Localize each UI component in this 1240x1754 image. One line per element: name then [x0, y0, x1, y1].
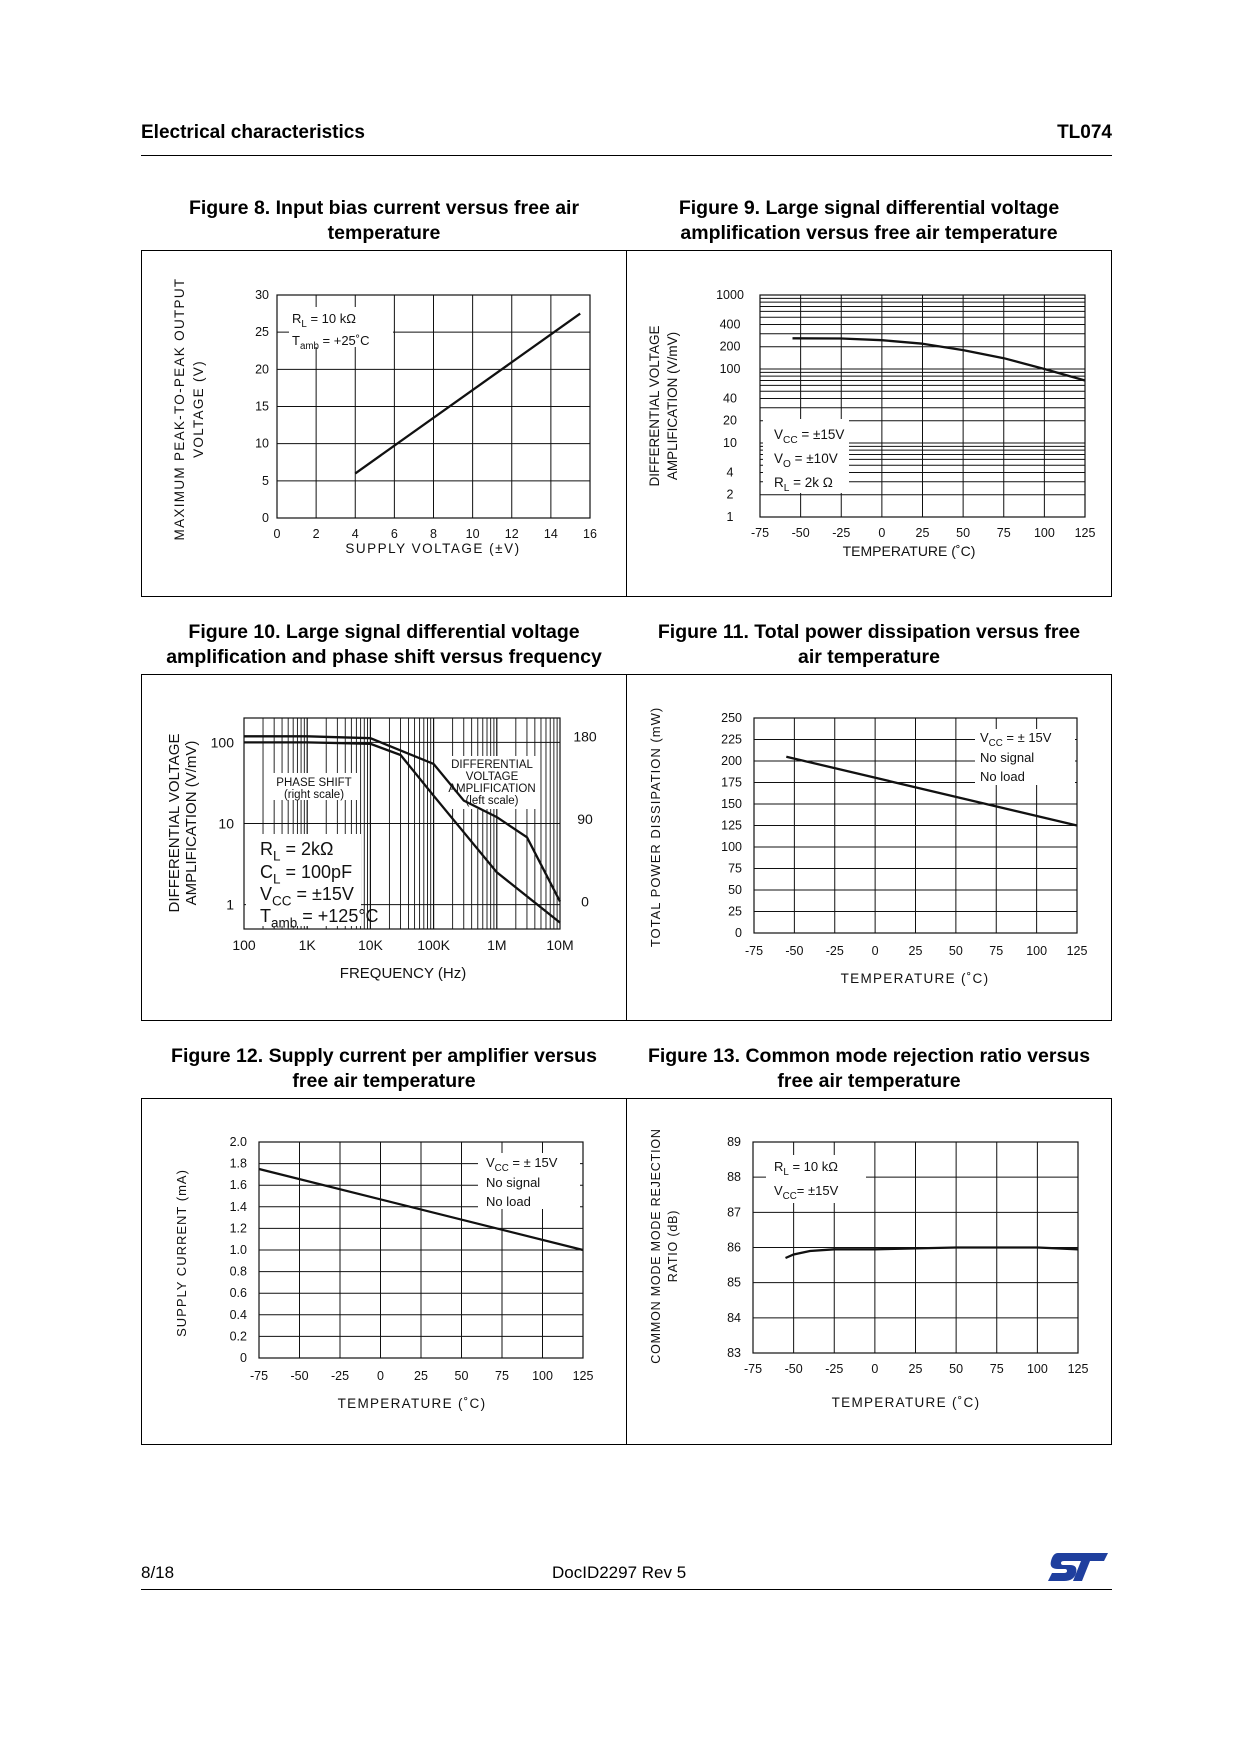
- x-tick-label: 8: [430, 527, 437, 541]
- y-tick-label: 0: [735, 926, 742, 940]
- y-axis-label: AMPLIFICATION (V/mV): [665, 331, 680, 481]
- x-tick-label: 10: [465, 527, 480, 541]
- x-tick-label: 10K: [357, 937, 383, 953]
- annotation-cl: $C_L = 100pF$: [260, 862, 353, 887]
- y-tick-label: 200: [719, 339, 741, 354]
- y-tick-label: 25: [728, 904, 742, 919]
- amplification-label: AMPLIFICATION: [448, 783, 536, 795]
- y-tick-label: 400: [719, 317, 741, 332]
- y-axis-label: DIFFERENTIAL VOLTAGE: [647, 325, 662, 487]
- figure-13-caption: [626, 1044, 1112, 1094]
- x-axis-label: SUPPLY VOLTAGE (±V): [345, 541, 521, 556]
- annotation-vcc: $V_{CC} = \pm 15V$: [774, 427, 845, 447]
- y-tick-label: 86: [727, 1240, 741, 1255]
- y-tick-label: 50: [728, 883, 742, 897]
- figure-10-caption: [141, 620, 627, 670]
- legend-no-load: No load: [980, 769, 1025, 784]
- y-tick-label: 0.6: [229, 1286, 247, 1301]
- annotation-rl: $R_L = 2k$ Ω: [774, 475, 833, 495]
- annotation-rl: $R_L = 10$ kΩ: [774, 1159, 838, 1178]
- y-tick-label: 250: [721, 711, 742, 725]
- phase-shift-label: (right scale): [283, 789, 345, 801]
- x-tick-label: -50: [290, 1369, 309, 1383]
- y-tick-label: 125: [721, 818, 742, 833]
- y-tick-label: 2.0: [229, 1135, 247, 1149]
- right-tick-label: 0: [581, 893, 589, 910]
- annotation-tamb: $T_{amb}$ = +25˚C: [292, 333, 370, 352]
- x-tick-label: -75: [750, 526, 770, 540]
- x-tick-label: 25: [908, 1362, 923, 1376]
- y-tick-label: 75: [728, 861, 742, 876]
- y-tick-label: 1.8: [229, 1156, 247, 1171]
- figure-11-chart: [627, 675, 1113, 1022]
- x-tick-label: -25: [825, 1362, 844, 1376]
- y-axis-label: VOLTAGE (V): [191, 360, 206, 458]
- y-tick-label: 1: [726, 510, 734, 524]
- x-tick-label: 14: [543, 527, 558, 541]
- caption-line: Figure 9. Large signal differential voltage: [678, 197, 1060, 219]
- y-tick-label: 10: [218, 815, 234, 832]
- x-tick-label: -50: [785, 944, 804, 958]
- caption-line: air temperature: [798, 646, 940, 668]
- y-axis-label: SUPPLY CURRENT (mA): [174, 1169, 189, 1337]
- y-axis-label: COMMON MODE MODE REJECTION: [649, 1128, 663, 1364]
- y-tick-label: 88: [727, 1170, 741, 1185]
- y-tick-label: 30: [255, 288, 269, 302]
- figure-11-caption: [626, 620, 1112, 670]
- y-axis-label: MAXIMUM PEAK-TO-PEAK OUTPUT: [172, 277, 187, 541]
- x-tick-label: -75: [743, 1362, 763, 1376]
- y-tick-label: 85: [727, 1275, 741, 1290]
- figure-12-panel: [141, 1098, 627, 1445]
- data-line-avd: [793, 338, 1086, 380]
- section-title: Electrical characteristics: [141, 122, 365, 143]
- y-tick-label: 40: [723, 391, 737, 406]
- x-tick-label: 25: [915, 526, 930, 540]
- data-line-cmr: [786, 1248, 1079, 1259]
- figure-11-panel: [626, 674, 1112, 1021]
- y-tick-label: 83: [727, 1346, 741, 1360]
- y-tick-label: 1000: [716, 288, 744, 302]
- x-axis-label: TEMPERATURE (˚C): [842, 543, 976, 559]
- header-rule: [141, 155, 1112, 156]
- amplification-label: (left scale): [465, 795, 519, 807]
- legend-vcc: $V_{CC}$ = ± 15V: [980, 730, 1052, 749]
- legend-no-signal: No signal: [980, 750, 1035, 765]
- figure-8-caption: [141, 196, 627, 246]
- caption-line: amplification versus free air temperature: [680, 222, 1058, 244]
- figure-10-chart: [142, 675, 628, 1022]
- caption-line: Figure 11. Total power dissipation versus free: [657, 621, 1081, 643]
- y-tick-label: 100: [210, 734, 234, 751]
- figure-13-panel: [626, 1098, 1112, 1445]
- x-tick-label: 75: [989, 1362, 1004, 1376]
- x-tick-label: 75: [996, 526, 1011, 540]
- y-tick-label: 89: [727, 1135, 741, 1149]
- x-tick-label: 125: [1066, 944, 1088, 958]
- x-tick-label: -75: [744, 944, 764, 958]
- x-tick-label: 100: [1026, 944, 1048, 958]
- x-tick-label: 0: [878, 526, 886, 540]
- x-axis-label: TEMPERATURE (˚C): [337, 1396, 487, 1411]
- x-tick-label: 50: [454, 1369, 469, 1383]
- figure-12-caption: [141, 1044, 627, 1094]
- legend-vcc: $V_{CC}$ = ± 15V: [486, 1155, 558, 1174]
- y-tick-label: 87: [727, 1205, 741, 1220]
- x-tick-label: 1M: [487, 937, 507, 953]
- x-tick-label: 6: [390, 527, 398, 541]
- y-tick-label: 1.4: [229, 1199, 247, 1214]
- x-tick-label: 16: [583, 527, 597, 541]
- annotation-vcc: $V_{CC}= \pm 15V$: [774, 1183, 839, 1202]
- y-tick-label: 0: [240, 1351, 247, 1365]
- y-tick-label: 20: [723, 413, 737, 428]
- figure-8-chart: [142, 251, 628, 598]
- y-tick-label: 0.2: [229, 1329, 247, 1344]
- y-tick-label: 1: [226, 896, 234, 913]
- x-tick-label: 25: [414, 1369, 428, 1383]
- page-number: 8/18: [141, 1563, 175, 1582]
- y-tick-label: 20: [255, 362, 269, 377]
- y-axis-label: DIFFERENTIAL VOLTAGE: [166, 733, 183, 913]
- part-number: TL074: [1057, 122, 1112, 143]
- annotation-rl: $R_L = 2k\Omega$: [260, 839, 334, 864]
- y-tick-label: 150: [721, 797, 742, 811]
- x-tick-label: -25: [832, 526, 851, 540]
- annotation-tamb: $T_{amb} = +125^\circ C$: [260, 906, 379, 931]
- x-tick-label: 0: [273, 527, 281, 541]
- x-tick-label: 1K: [298, 937, 316, 953]
- x-tick-label: -50: [784, 1362, 803, 1376]
- figure-9-chart: [627, 251, 1113, 598]
- caption-line: Figure 8. Input bias current versus free air: [188, 197, 580, 219]
- x-tick-label: 50: [949, 1362, 964, 1376]
- x-tick-label: -75: [249, 1369, 269, 1383]
- x-tick-label: 75: [495, 1369, 509, 1383]
- y-tick-label: 10: [255, 436, 269, 451]
- figure-9-caption: [626, 196, 1112, 246]
- caption-line: Figure 10. Large signal differential voltage: [188, 621, 580, 643]
- annotation-vo: $V_O = \pm 10V$: [774, 451, 838, 471]
- figure-10-panel: [141, 674, 627, 1021]
- y-axis-label: RATIO (dB): [666, 1209, 680, 1283]
- y-tick-label: 0.4: [229, 1307, 247, 1322]
- y-tick-label: 1.2: [229, 1221, 247, 1236]
- amplification-label: VOLTAGE: [465, 771, 519, 783]
- x-axis-label: TEMPERATURE (˚C): [840, 971, 990, 986]
- x-tick-label: 125: [572, 1369, 594, 1383]
- x-axis-label: TEMPERATURE (˚C): [831, 1395, 981, 1410]
- x-tick-label: 0: [871, 944, 879, 958]
- figure-13-chart: [627, 1099, 1113, 1446]
- st-logo-icon: [1046, 1549, 1110, 1583]
- x-axis-label: FREQUENCY (Hz): [339, 965, 467, 982]
- y-tick-label: 84: [727, 1310, 741, 1325]
- y-tick-label: 0.8: [229, 1264, 247, 1279]
- y-tick-label: 100: [719, 362, 741, 376]
- x-tick-label: -25: [825, 944, 844, 958]
- x-tick-label: -50: [791, 526, 810, 540]
- y-tick-label: 100: [721, 840, 742, 854]
- x-tick-label: 0: [871, 1362, 879, 1376]
- caption-line: temperature: [327, 222, 441, 244]
- right-tick-label: 90: [577, 810, 593, 827]
- footer-rule: [141, 1589, 1112, 1590]
- phase-shift-label: PHASE SHIFT: [276, 777, 352, 789]
- y-tick-label: 15: [255, 399, 269, 414]
- figure-9-panel: [626, 250, 1112, 597]
- x-tick-label: 100: [532, 1369, 553, 1383]
- y-tick-label: 4: [726, 465, 734, 480]
- y-tick-label: 10: [723, 436, 737, 450]
- annotation-rl: $R_L = 10$ kΩ: [292, 311, 356, 330]
- x-tick-label: 25: [908, 944, 923, 958]
- annotation-vcc: $V_{CC} = \pm 15V$: [260, 884, 354, 909]
- x-tick-label: 125: [1067, 1362, 1089, 1376]
- x-tick-label: 125: [1074, 526, 1096, 540]
- amplification-label: DIFFERENTIAL: [451, 759, 533, 771]
- x-tick-label: 4: [351, 527, 359, 541]
- x-tick-label: 100: [232, 937, 256, 953]
- x-tick-label: 50: [956, 526, 971, 540]
- y-axis-label: TOTAL POWER DISSIPATION (mW): [648, 706, 663, 948]
- right-tick-label: 180: [573, 728, 597, 745]
- y-tick-label: 1.0: [229, 1243, 247, 1257]
- y-tick-label: 5: [262, 473, 269, 488]
- legend-no-signal: No signal: [486, 1175, 541, 1190]
- y-tick-label: 2: [726, 487, 734, 502]
- figure-8-panel: [141, 250, 627, 597]
- y-tick-label: 225: [721, 732, 742, 747]
- y-tick-label: 0: [262, 511, 269, 525]
- caption-line: Figure 13. Common mode rejection ratio versus: [647, 1045, 1091, 1067]
- x-tick-label: 75: [989, 944, 1004, 958]
- y-axis-label: AMPLIFICATION (V/mV): [183, 740, 200, 906]
- caption-line: free air temperature: [777, 1070, 961, 1092]
- x-tick-label: 100K: [417, 937, 450, 953]
- x-tick-label: 50: [948, 944, 963, 958]
- x-tick-label: 2: [312, 527, 320, 541]
- legend-no-load: No load: [486, 1194, 531, 1209]
- x-tick-label: 100: [1033, 526, 1055, 540]
- y-tick-label: 200: [721, 754, 742, 768]
- caption-line: free air temperature: [292, 1070, 476, 1092]
- y-tick-label: 25: [255, 325, 269, 340]
- x-tick-label: 10M: [546, 937, 574, 953]
- x-tick-label: 100: [1026, 1362, 1048, 1376]
- y-tick-label: 175: [721, 775, 742, 790]
- y-tick-label: 1.6: [229, 1178, 247, 1193]
- document-id: DocID2297 Rev 5: [552, 1563, 687, 1582]
- x-tick-label: -25: [330, 1369, 350, 1383]
- caption-line: Figure 12. Supply current per amplifier versus: [171, 1045, 597, 1067]
- x-tick-label: 0: [377, 1369, 384, 1383]
- figure-12-chart: [142, 1099, 628, 1446]
- x-tick-label: 12: [504, 527, 519, 541]
- caption-line: amplification and phase shift versus frequency: [166, 646, 602, 668]
